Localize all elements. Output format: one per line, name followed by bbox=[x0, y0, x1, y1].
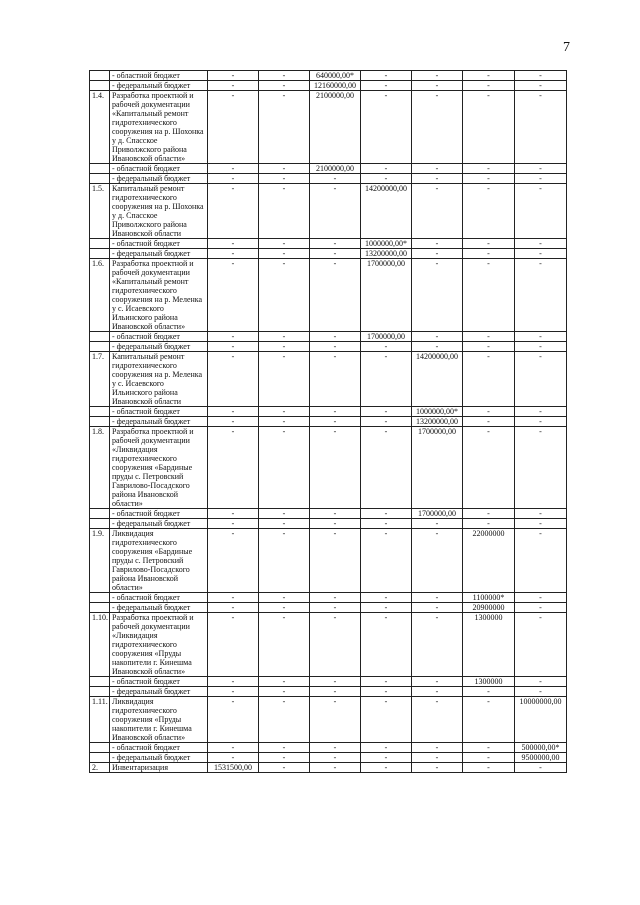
value-cell: - bbox=[463, 753, 515, 763]
row-number bbox=[90, 342, 110, 352]
value-cell: - bbox=[463, 239, 515, 249]
table-row bbox=[90, 743, 567, 753]
row-label: - областной бюджет bbox=[110, 239, 208, 249]
value-cell: - bbox=[463, 71, 515, 81]
value-cell: - bbox=[208, 593, 259, 603]
value-cell: - bbox=[310, 352, 361, 407]
row-label: Разработка проектной и рабочей документации «Ликвидация гидротехнического сооружения «Бардиные пруды с. Петровский Гаврилово-Посадского района Ивановской области» bbox=[110, 427, 208, 509]
value-cell: - bbox=[463, 743, 515, 753]
value-cell: - bbox=[412, 529, 463, 593]
value-cell: - bbox=[412, 763, 463, 773]
row-label: - федеральный бюджет bbox=[110, 687, 208, 697]
value-cell: 1100000* bbox=[463, 593, 515, 603]
table-row bbox=[90, 613, 567, 677]
row-label: - областной бюджет bbox=[110, 407, 208, 417]
row-number: 1.11. bbox=[90, 697, 110, 743]
value-cell: - bbox=[412, 753, 463, 763]
value-cell: - bbox=[259, 174, 310, 184]
value-cell: - bbox=[515, 164, 567, 174]
value-cell: - bbox=[310, 529, 361, 593]
value-cell: - bbox=[463, 697, 515, 743]
value-cell: 1700000,00 bbox=[412, 509, 463, 519]
value-cell: - bbox=[515, 184, 567, 239]
value-cell: - bbox=[310, 509, 361, 519]
value-cell: 1700000,00 bbox=[361, 332, 412, 342]
value-cell: - bbox=[259, 753, 310, 763]
value-cell: - bbox=[310, 697, 361, 743]
row-label: Разработка проектной и рабочей документации «Капитальный ремонт гидротехнического сооружения на р. Меленка у с. Исаевского Ильинского района Ивановской области» bbox=[110, 259, 208, 332]
row-number bbox=[90, 509, 110, 519]
table-row bbox=[90, 687, 567, 697]
value-cell: - bbox=[463, 259, 515, 332]
value-cell: - bbox=[208, 249, 259, 259]
value-cell: - bbox=[515, 427, 567, 509]
row-number: 1.9. bbox=[90, 529, 110, 593]
value-cell: - bbox=[515, 593, 567, 603]
value-cell: 640000,00* bbox=[310, 71, 361, 81]
value-cell: - bbox=[310, 259, 361, 332]
value-cell: - bbox=[259, 697, 310, 743]
value-cell: - bbox=[463, 352, 515, 407]
value-cell: - bbox=[208, 519, 259, 529]
row-number bbox=[90, 743, 110, 753]
value-cell: - bbox=[310, 417, 361, 427]
value-cell: - bbox=[310, 753, 361, 763]
row-number bbox=[90, 332, 110, 342]
value-cell: - bbox=[463, 417, 515, 427]
value-cell: - bbox=[310, 239, 361, 249]
value-cell: - bbox=[412, 249, 463, 259]
value-cell: - bbox=[208, 427, 259, 509]
value-cell: - bbox=[259, 184, 310, 239]
value-cell: - bbox=[463, 407, 515, 417]
value-cell: - bbox=[208, 259, 259, 332]
value-cell: - bbox=[208, 342, 259, 352]
value-cell: - bbox=[515, 407, 567, 417]
budget-table bbox=[89, 70, 567, 773]
value-cell: - bbox=[208, 81, 259, 91]
table-row bbox=[90, 603, 567, 613]
table-row bbox=[90, 509, 567, 519]
value-cell: - bbox=[515, 603, 567, 613]
value-cell: - bbox=[412, 613, 463, 677]
value-cell: - bbox=[515, 174, 567, 184]
value-cell: - bbox=[208, 613, 259, 677]
value-cell: - bbox=[463, 174, 515, 184]
row-label: - федеральный бюджет bbox=[110, 174, 208, 184]
value-cell: - bbox=[361, 174, 412, 184]
row-label: - областной бюджет bbox=[110, 593, 208, 603]
page-number: 7 bbox=[563, 40, 570, 55]
value-cell: - bbox=[310, 763, 361, 773]
value-cell: - bbox=[361, 603, 412, 613]
value-cell: - bbox=[259, 529, 310, 593]
value-cell: - bbox=[412, 687, 463, 697]
row-number bbox=[90, 407, 110, 417]
table-row bbox=[90, 763, 567, 773]
value-cell: - bbox=[515, 613, 567, 677]
value-cell: - bbox=[361, 529, 412, 593]
table-body bbox=[90, 71, 567, 773]
value-cell: - bbox=[310, 174, 361, 184]
table-row bbox=[90, 697, 567, 743]
table-row bbox=[90, 427, 567, 509]
value-cell: - bbox=[412, 71, 463, 81]
table-row bbox=[90, 677, 567, 687]
value-cell: - bbox=[259, 603, 310, 613]
value-cell: - bbox=[361, 342, 412, 352]
table-row bbox=[90, 352, 567, 407]
value-cell: 13200000,00 bbox=[412, 417, 463, 427]
value-cell: - bbox=[259, 342, 310, 352]
row-label: Ликвидация гидротехнического сооружения «Бардиные пруды с. Петровский Гаврилово-Посадского района Ивановской области» bbox=[110, 529, 208, 593]
value-cell: - bbox=[259, 259, 310, 332]
value-cell: - bbox=[310, 743, 361, 753]
value-cell: - bbox=[515, 687, 567, 697]
value-cell: - bbox=[259, 81, 310, 91]
value-cell: - bbox=[259, 743, 310, 753]
value-cell: - bbox=[463, 519, 515, 529]
value-cell: - bbox=[310, 613, 361, 677]
table-row bbox=[90, 417, 567, 427]
value-cell: 10000000,00 bbox=[515, 697, 567, 743]
table-row bbox=[90, 332, 567, 342]
value-cell: - bbox=[208, 697, 259, 743]
value-cell: - bbox=[259, 417, 310, 427]
row-number: 1.5. bbox=[90, 184, 110, 239]
row-number bbox=[90, 249, 110, 259]
value-cell: - bbox=[310, 593, 361, 603]
value-cell: - bbox=[515, 342, 567, 352]
value-cell: - bbox=[463, 332, 515, 342]
row-number: 1.6. bbox=[90, 259, 110, 332]
value-cell: - bbox=[259, 352, 310, 407]
value-cell: - bbox=[515, 519, 567, 529]
value-cell: - bbox=[310, 687, 361, 697]
value-cell: - bbox=[412, 184, 463, 239]
value-cell: - bbox=[208, 184, 259, 239]
row-label: - областной бюджет bbox=[110, 743, 208, 753]
value-cell: - bbox=[310, 249, 361, 259]
value-cell: - bbox=[361, 352, 412, 407]
value-cell: 1700000,00 bbox=[412, 427, 463, 509]
value-cell: - bbox=[515, 352, 567, 407]
value-cell: - bbox=[361, 417, 412, 427]
row-number bbox=[90, 753, 110, 763]
value-cell: 1300000 bbox=[463, 677, 515, 687]
value-cell: - bbox=[412, 259, 463, 332]
value-cell: - bbox=[361, 71, 412, 81]
table-row bbox=[90, 81, 567, 91]
value-cell: - bbox=[361, 81, 412, 91]
row-label: - федеральный бюджет bbox=[110, 753, 208, 763]
value-cell: - bbox=[361, 91, 412, 164]
value-cell: - bbox=[515, 91, 567, 164]
row-number bbox=[90, 174, 110, 184]
table-row bbox=[90, 407, 567, 417]
table-row bbox=[90, 342, 567, 352]
value-cell: - bbox=[412, 81, 463, 91]
value-cell: - bbox=[361, 743, 412, 753]
value-cell: - bbox=[310, 332, 361, 342]
row-label: - федеральный бюджет bbox=[110, 417, 208, 427]
value-cell: - bbox=[412, 519, 463, 529]
value-cell: - bbox=[259, 71, 310, 81]
value-cell: - bbox=[208, 352, 259, 407]
value-cell: - bbox=[412, 164, 463, 174]
value-cell: - bbox=[310, 519, 361, 529]
value-cell: - bbox=[463, 249, 515, 259]
row-number bbox=[90, 417, 110, 427]
value-cell: - bbox=[259, 519, 310, 529]
row-label: - федеральный бюджет bbox=[110, 81, 208, 91]
row-number bbox=[90, 687, 110, 697]
value-cell: - bbox=[259, 593, 310, 603]
table-row bbox=[90, 91, 567, 164]
value-cell: - bbox=[361, 593, 412, 603]
value-cell: - bbox=[515, 417, 567, 427]
value-cell: - bbox=[515, 509, 567, 519]
value-cell: - bbox=[361, 763, 412, 773]
value-cell: - bbox=[515, 529, 567, 593]
value-cell: - bbox=[361, 519, 412, 529]
value-cell: 14200000,00 bbox=[412, 352, 463, 407]
value-cell: - bbox=[259, 687, 310, 697]
row-label: Инвентаризация bbox=[110, 763, 208, 773]
row-number bbox=[90, 677, 110, 687]
value-cell: - bbox=[361, 753, 412, 763]
value-cell: - bbox=[208, 753, 259, 763]
row-number bbox=[90, 239, 110, 249]
row-label: - областной бюджет bbox=[110, 509, 208, 519]
value-cell: - bbox=[310, 603, 361, 613]
value-cell: - bbox=[463, 342, 515, 352]
value-cell: - bbox=[259, 763, 310, 773]
row-number: 2. bbox=[90, 763, 110, 773]
value-cell: 1531500,00 bbox=[208, 763, 259, 773]
row-label: - областной бюджет bbox=[110, 164, 208, 174]
value-cell: 500000,00* bbox=[515, 743, 567, 753]
row-label: Разработка проектной и рабочей документации «Ликвидация гидротехнического сооружения «Пруды накопители г. Кинешма Ивановской области» bbox=[110, 613, 208, 677]
row-number bbox=[90, 593, 110, 603]
value-cell: 22000000 bbox=[463, 529, 515, 593]
row-label: Капитальный ремонт гидротехнического сооружения на р. Меленка у с. Исаевского Ильинского района Ивановской области bbox=[110, 352, 208, 407]
value-cell: - bbox=[361, 613, 412, 677]
value-cell: - bbox=[310, 407, 361, 417]
row-number: 1.8. bbox=[90, 427, 110, 509]
value-cell: - bbox=[463, 184, 515, 239]
table-row bbox=[90, 249, 567, 259]
value-cell: - bbox=[463, 509, 515, 519]
value-cell: - bbox=[208, 603, 259, 613]
value-cell: - bbox=[259, 509, 310, 519]
row-number bbox=[90, 603, 110, 613]
value-cell: - bbox=[412, 743, 463, 753]
value-cell: - bbox=[259, 427, 310, 509]
row-label: - федеральный бюджет bbox=[110, 603, 208, 613]
value-cell: 12160000,00 bbox=[310, 81, 361, 91]
value-cell: - bbox=[412, 677, 463, 687]
value-cell: - bbox=[515, 677, 567, 687]
row-number bbox=[90, 71, 110, 81]
value-cell: - bbox=[515, 239, 567, 249]
row-number: 1.7. bbox=[90, 352, 110, 407]
value-cell: - bbox=[412, 174, 463, 184]
table-row bbox=[90, 71, 567, 81]
value-cell: - bbox=[463, 687, 515, 697]
row-label: Ликвидация гидротехнического сооружения «Пруды накопители г. Кинешма Ивановской области» bbox=[110, 697, 208, 743]
value-cell: - bbox=[259, 239, 310, 249]
row-label: Разработка проектной и рабочей документации «Капитальный ремонт гидротехнического сооружения на р. Шохонка у д. Спасское Приволжского района Ивановской области» bbox=[110, 91, 208, 164]
value-cell: - bbox=[463, 91, 515, 164]
value-cell: - bbox=[208, 332, 259, 342]
value-cell: - bbox=[208, 509, 259, 519]
value-cell: - bbox=[361, 407, 412, 417]
value-cell: - bbox=[463, 427, 515, 509]
value-cell: - bbox=[412, 603, 463, 613]
value-cell: - bbox=[310, 677, 361, 687]
value-cell: - bbox=[259, 407, 310, 417]
table-row bbox=[90, 593, 567, 603]
value-cell: - bbox=[515, 332, 567, 342]
table-row bbox=[90, 239, 567, 249]
value-cell: - bbox=[259, 677, 310, 687]
value-cell: - bbox=[310, 184, 361, 239]
value-cell: - bbox=[515, 763, 567, 773]
value-cell: - bbox=[208, 529, 259, 593]
value-cell: 1000000,00* bbox=[361, 239, 412, 249]
table-row bbox=[90, 164, 567, 174]
value-cell: - bbox=[361, 697, 412, 743]
value-cell: - bbox=[463, 164, 515, 174]
value-cell: 9500000,00 bbox=[515, 753, 567, 763]
value-cell: - bbox=[412, 332, 463, 342]
value-cell: - bbox=[412, 91, 463, 164]
table-row bbox=[90, 259, 567, 332]
value-cell: - bbox=[259, 613, 310, 677]
row-number bbox=[90, 81, 110, 91]
value-cell: - bbox=[361, 509, 412, 519]
value-cell: - bbox=[259, 249, 310, 259]
value-cell: - bbox=[208, 164, 259, 174]
value-cell: - bbox=[310, 427, 361, 509]
row-number bbox=[90, 164, 110, 174]
value-cell: - bbox=[361, 164, 412, 174]
value-cell: - bbox=[463, 763, 515, 773]
row-label: - федеральный бюджет bbox=[110, 519, 208, 529]
value-cell: - bbox=[208, 239, 259, 249]
value-cell: - bbox=[208, 687, 259, 697]
value-cell: - bbox=[208, 417, 259, 427]
value-cell: 14200000,00 bbox=[361, 184, 412, 239]
table-row bbox=[90, 174, 567, 184]
row-label: Капитальный ремонт гидротехнического сооружения на р. Шохонка у д. Спасское Приволжского района Ивановской области bbox=[110, 184, 208, 239]
value-cell: - bbox=[515, 259, 567, 332]
table-row bbox=[90, 519, 567, 529]
table-row bbox=[90, 184, 567, 239]
value-cell: - bbox=[361, 687, 412, 697]
row-label: - областной бюджет bbox=[110, 677, 208, 687]
value-cell: - bbox=[310, 342, 361, 352]
value-cell: 1000000,00* bbox=[412, 407, 463, 417]
value-cell: - bbox=[259, 332, 310, 342]
value-cell: - bbox=[412, 697, 463, 743]
value-cell: - bbox=[259, 91, 310, 164]
value-cell: - bbox=[208, 407, 259, 417]
value-cell: 2100000,00 bbox=[310, 164, 361, 174]
value-cell: 20900000 bbox=[463, 603, 515, 613]
row-label: - областной бюджет bbox=[110, 332, 208, 342]
value-cell: - bbox=[412, 239, 463, 249]
table-row bbox=[90, 753, 567, 763]
row-number: 1.10. bbox=[90, 613, 110, 677]
row-number: 1.4. bbox=[90, 91, 110, 164]
value-cell: - bbox=[361, 427, 412, 509]
value-cell: - bbox=[515, 71, 567, 81]
row-label: - федеральный бюджет bbox=[110, 249, 208, 259]
row-number bbox=[90, 519, 110, 529]
value-cell: - bbox=[412, 342, 463, 352]
value-cell: 2100000,00 bbox=[310, 91, 361, 164]
row-label: - областной бюджет bbox=[110, 71, 208, 81]
value-cell: - bbox=[208, 743, 259, 753]
value-cell: - bbox=[208, 71, 259, 81]
value-cell: - bbox=[515, 81, 567, 91]
table-row bbox=[90, 529, 567, 593]
value-cell: - bbox=[515, 249, 567, 259]
value-cell: 13200000,00 bbox=[361, 249, 412, 259]
value-cell: 1300000 bbox=[463, 613, 515, 677]
value-cell: 1700000,00 bbox=[361, 259, 412, 332]
row-label: - федеральный бюджет bbox=[110, 342, 208, 352]
value-cell: - bbox=[361, 677, 412, 687]
value-cell: - bbox=[208, 174, 259, 184]
value-cell: - bbox=[259, 164, 310, 174]
value-cell: - bbox=[208, 677, 259, 687]
value-cell: - bbox=[208, 91, 259, 164]
value-cell: - bbox=[412, 593, 463, 603]
value-cell: - bbox=[463, 81, 515, 91]
